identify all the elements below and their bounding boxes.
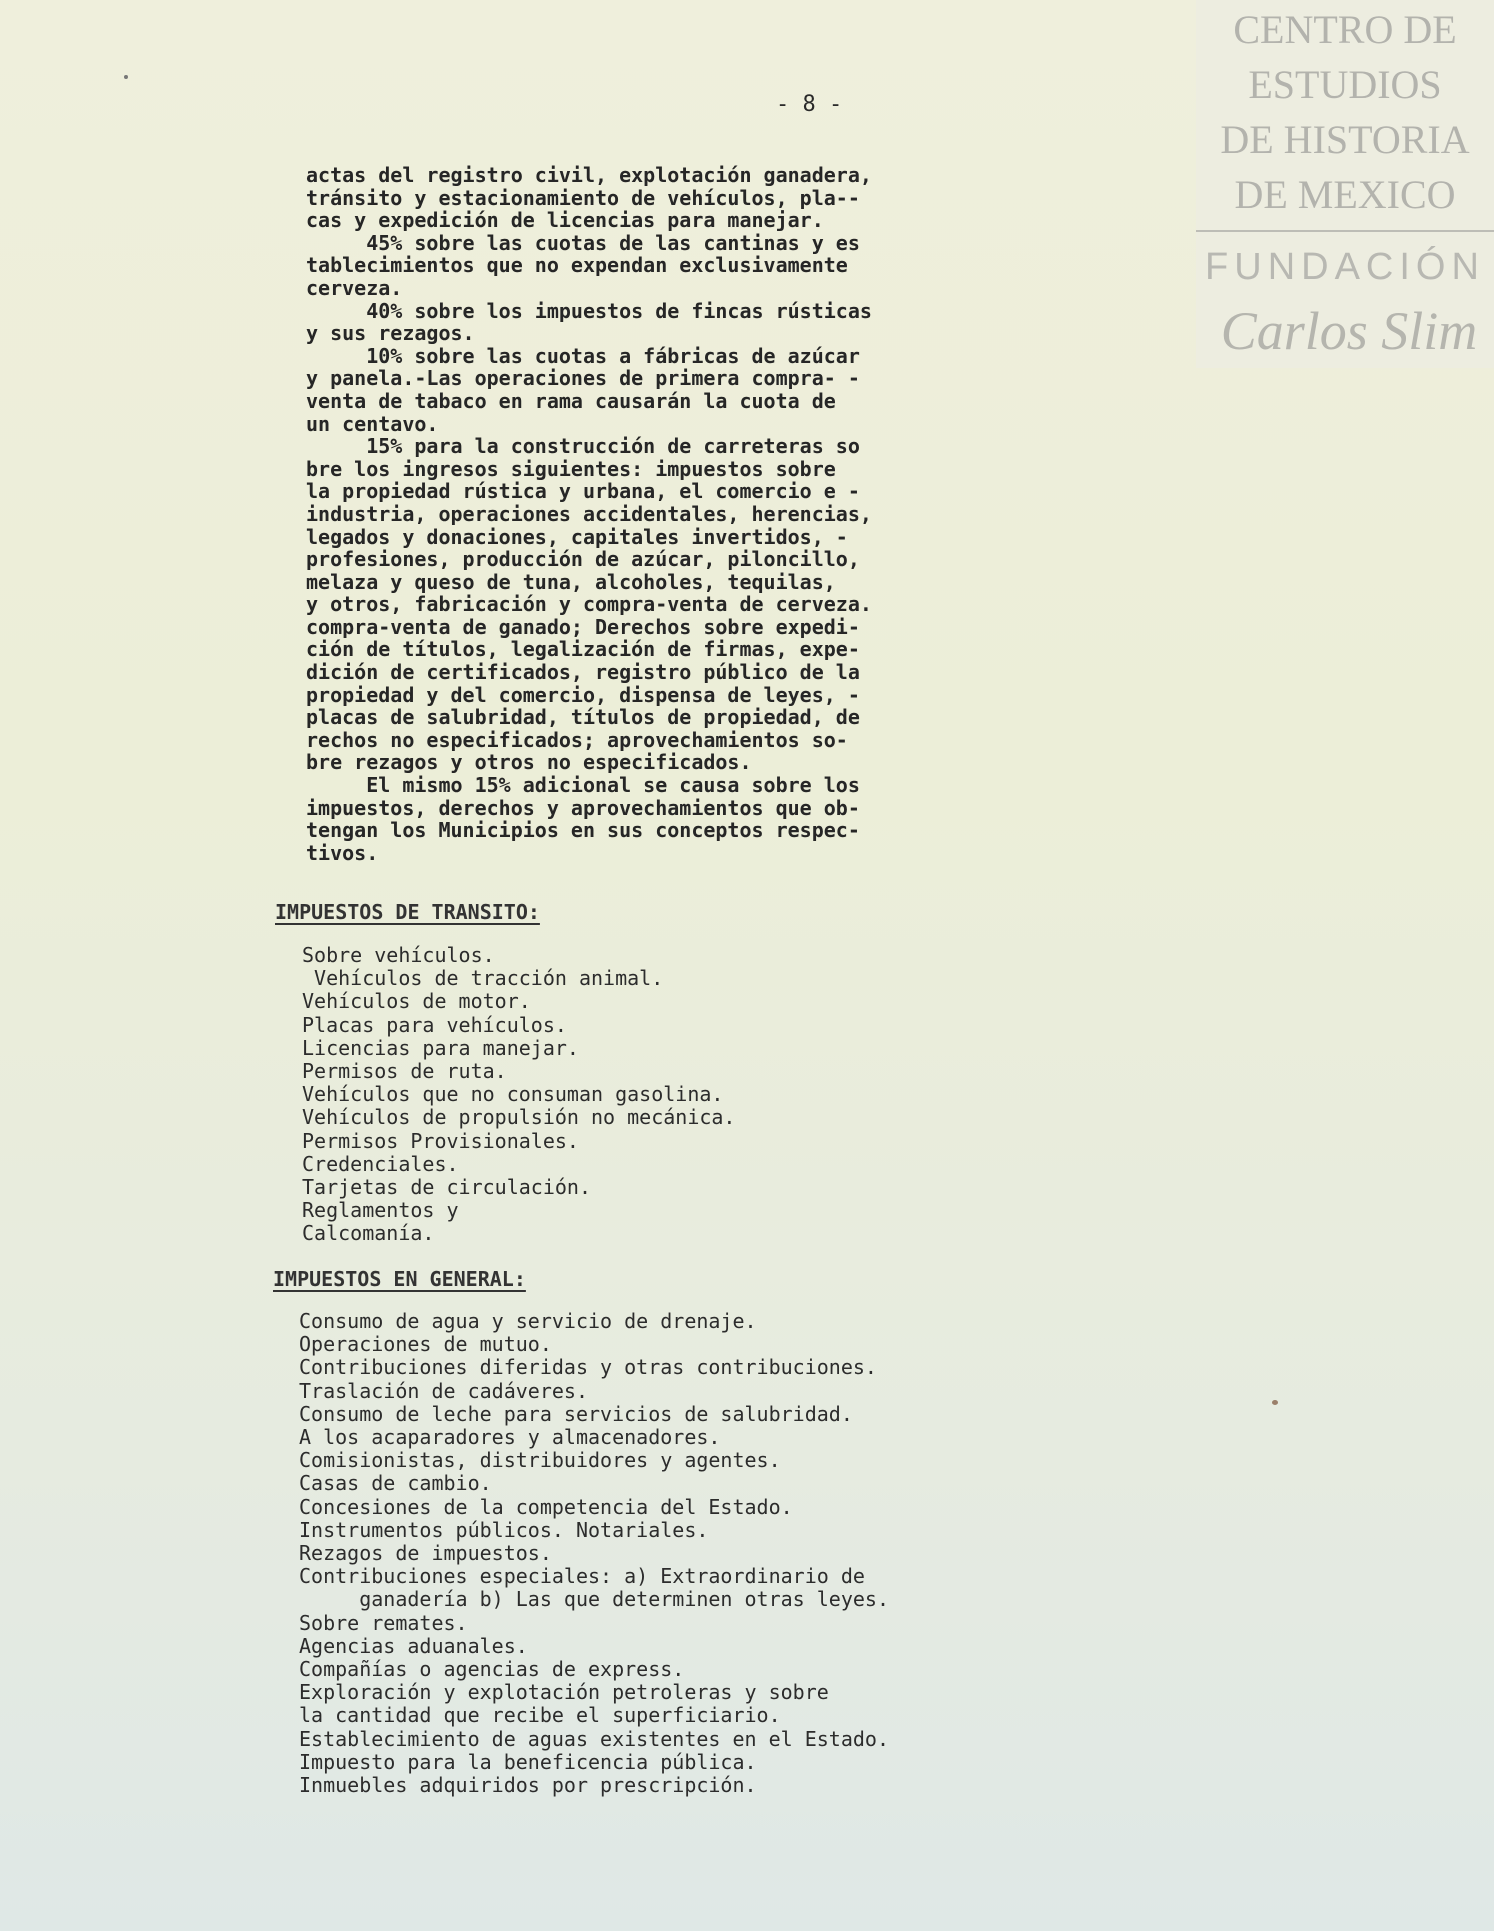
text-line: bre rezagos y otros no especificados. — [306, 750, 752, 775]
text-line: impuestos, derechos y aprovechamientos que ob- — [306, 795, 860, 820]
text-line: placas de salubridad, títulos de propiedad, de — [306, 705, 860, 730]
section-heading-general: IMPUESTOS EN GENERAL: — [273, 1267, 526, 1291]
list-item: Vehículos de motor. — [302, 989, 531, 1014]
text-line: compra-venta de ganado; Derechos sobre expedi- — [306, 614, 860, 639]
watermark-line: DE MEXICO — [1234, 172, 1456, 217]
archive-watermark — [1196, 0, 1494, 368]
text-line: dición de certificados, registro público de la — [306, 660, 860, 685]
text-line: tablecimientos que no expendan exclusivamente — [306, 253, 848, 278]
page-number: - 8 - — [776, 92, 843, 117]
text-line: legados y donaciones, capitales invertidos, - — [306, 524, 848, 549]
list-item: Licencias para manejar. — [302, 1035, 579, 1060]
text-line: El mismo 15% adicional se causa sobre los — [306, 773, 860, 798]
list-item: A los acaparadores y almacenadores. — [299, 1425, 721, 1450]
list-item: Reglamentos y — [302, 1198, 459, 1223]
list-item: Establecimiento de aguas existentes en el Estado. — [299, 1726, 890, 1751]
list-item: Inmuebles adquiridos por prescripción. — [299, 1773, 757, 1798]
watermark-foundation: FUNDACIÓN — [1205, 246, 1485, 288]
paper-speck — [124, 75, 128, 79]
text-line: rechos no especificados; aprovechamientos so- — [306, 727, 848, 752]
text-line: 45% sobre las cuotas de las cantinas y es — [306, 230, 860, 255]
list-item: Exploración y explotación petroleras y sobre — [299, 1680, 829, 1705]
text-line: propiedad y del comercio, dispensa de leyes, - — [306, 682, 860, 707]
text-line: y panela.-Las operaciones de primera compra- - — [306, 366, 860, 391]
list-item: Casas de cambio. — [299, 1471, 492, 1496]
text-line: industria, operaciones accidentales, herencias, — [306, 501, 872, 526]
list-item: Instrumentos públicos. Notariales. — [299, 1517, 709, 1542]
list-item: Calcomanía. — [302, 1221, 435, 1246]
text-line: actas del registro civil, explotación ganadera, — [306, 163, 872, 187]
text-line: y sus rezagos. — [306, 321, 475, 346]
text-line: cerveza. — [306, 275, 403, 300]
list-item: Contribuciones diferidas y otras contribuciones. — [299, 1355, 877, 1380]
list-item: Placas para vehículos. — [302, 1012, 567, 1037]
transit-tax-list — [302, 944, 735, 1246]
list-item: Tarjetas de circulación. — [302, 1175, 591, 1200]
text-line: tránsito y estacionamiento de vehículos, pla-- — [306, 185, 860, 210]
list-item: Vehículos de propulsión no mecánica. — [302, 1105, 736, 1130]
text-line: ción de títulos, legalización de firmas, expe- — [306, 637, 860, 662]
list-item: ganadería b) Las que determinen otras leyes. — [299, 1587, 890, 1612]
list-item: Vehículos de tracción animal. — [302, 966, 664, 991]
list-item: Consumo de leche para servicios de salubridad. — [299, 1401, 853, 1426]
text-line: 40% sobre los impuestos de fincas rústicas — [306, 298, 872, 323]
list-item: Vehículos que no consuman gasolina. — [302, 1082, 724, 1107]
list-item: Sobre vehículos. — [302, 943, 495, 967]
list-item: Permisos Provisionales. — [302, 1128, 579, 1153]
paper-speck — [1272, 1400, 1278, 1405]
text-line: cas y expedición de licencias para manejar. — [306, 208, 824, 233]
text-line: tengan los Municipios en sus conceptos respec- — [306, 818, 860, 843]
list-item: Agencias aduanales. — [299, 1633, 528, 1658]
text-line: y otros, fabricación y compra-venta de cerveza. — [306, 592, 872, 617]
watermark-signature: Carlos Slim — [1220, 301, 1478, 361]
list-item: la cantidad que recibe el superficiario. — [299, 1703, 781, 1728]
section-heading-transit: IMPUESTOS DE TRANSITO: — [275, 900, 540, 924]
list-item: Permisos de ruta. — [302, 1059, 507, 1084]
text-line: 15% para la construcción de carreteras so — [306, 434, 860, 459]
text-line: la propiedad rústica y urbana, el comercio e - — [306, 479, 860, 504]
general-tax-list — [299, 1310, 889, 1797]
list-item: Rezagos de impuestos. — [299, 1541, 552, 1566]
body-paragraphs — [306, 164, 1006, 864]
list-item: Contribuciones especiales: a) Extraordinario de — [299, 1564, 865, 1589]
text-line: 10% sobre las cuotas a fábricas de azúcar — [306, 343, 860, 368]
text-line: venta de tabaco en rama causarán la cuota de — [306, 388, 836, 413]
list-item: Impuesto para la beneficencia pública. — [299, 1749, 757, 1774]
list-item: Compañías o agencias de express. — [299, 1657, 685, 1682]
list-item: Concesiones de la competencia del Estado. — [299, 1494, 793, 1519]
list-item: Credenciales. — [302, 1151, 459, 1176]
list-item: Traslación de cadáveres. — [299, 1378, 588, 1403]
watermark-line: DE HISTORIA — [1220, 117, 1470, 162]
list-item: Consumo de agua y servicio de drenaje. — [299, 1309, 757, 1333]
watermark-divider — [1196, 230, 1494, 232]
text-line: un centavo. — [306, 411, 439, 436]
watermark-line: CENTRO DE — [1233, 7, 1457, 52]
list-item: Sobre remates. — [299, 1610, 468, 1635]
watermark-line: ESTUDIOS — [1248, 62, 1442, 107]
text-line: melaza y queso de tuna, alcoholes, tequilas, — [306, 569, 836, 594]
list-item: Comisionistas, distribuidores y agentes. — [299, 1448, 781, 1473]
text-line: bre los ingresos siguientes: impuestos sobre — [306, 456, 836, 481]
text-line: profesiones, producción de azúcar, piloncillo, — [306, 547, 860, 572]
list-item: Operaciones de mutuo. — [299, 1332, 552, 1357]
text-line: tivos. — [306, 840, 379, 865]
